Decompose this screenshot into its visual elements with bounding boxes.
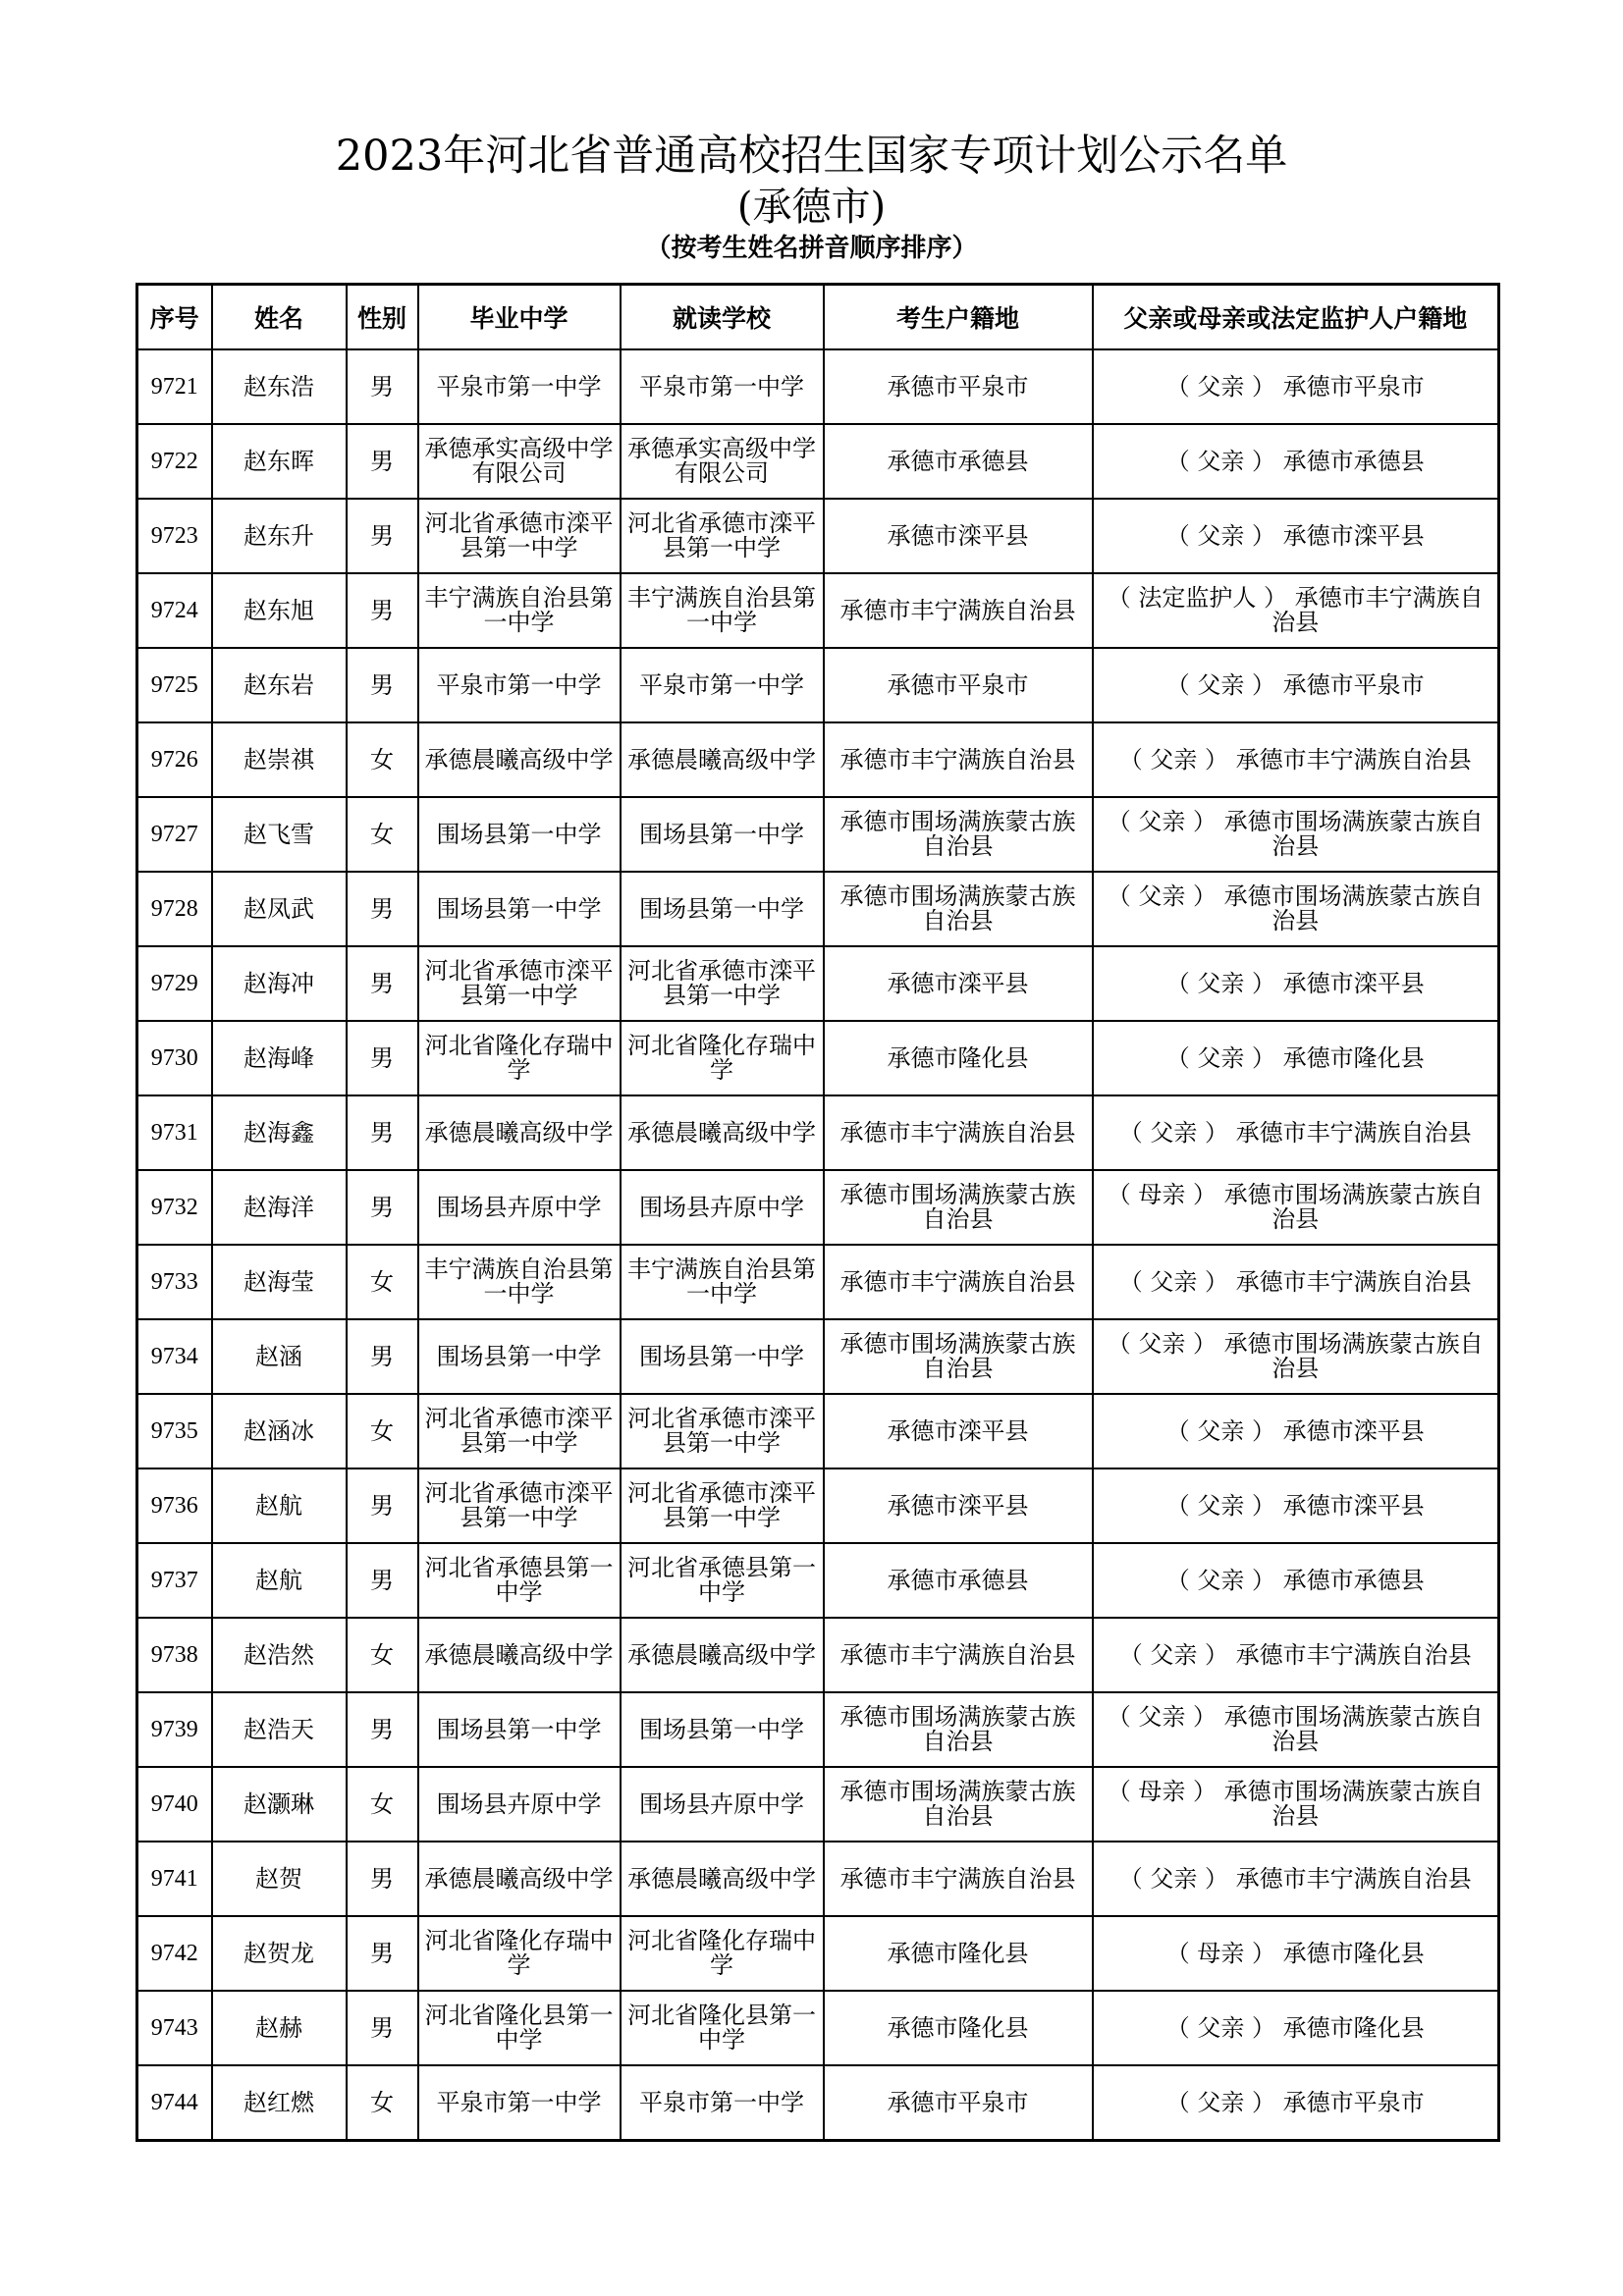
- cell-current-school: 河北省隆化存瑞中学: [621, 1916, 824, 1991]
- cell-household: 承德市围场满族蒙古族自治县: [824, 1319, 1093, 1394]
- table-row: [137, 648, 1499, 722]
- cell-seq: 9739: [137, 1692, 212, 1767]
- cell-seq: 9726: [137, 722, 212, 797]
- table-row: [137, 1618, 1499, 1692]
- cell-household: 承德市滦平县: [824, 499, 1093, 573]
- cell-household: 承德市丰宁满族自治县: [824, 722, 1093, 797]
- cell-household: 承德市围场满族蒙古族自治县: [824, 797, 1093, 872]
- cell-graduation-school: 围场县第一中学: [418, 1319, 621, 1394]
- table-row: [137, 1170, 1499, 1245]
- cell-household: 承德市围场满族蒙古族自治县: [824, 1692, 1093, 1767]
- cell-seq: 9732: [137, 1170, 212, 1245]
- cell-guardian-household: （ 父亲 ） 承德市平泉市: [1093, 349, 1499, 424]
- table-row: [137, 1991, 1499, 2065]
- cell-graduation-school: 承德承实高级中学有限公司: [418, 424, 621, 499]
- cell-gender: 男: [347, 424, 418, 499]
- cell-seq: 9721: [137, 349, 212, 424]
- cell-guardian-household: （ 父亲 ） 承德市滦平县: [1093, 946, 1499, 1021]
- cell-gender: 女: [347, 1767, 418, 1842]
- cell-gender: 男: [347, 573, 418, 648]
- cell-name: 赵东旭: [212, 573, 347, 648]
- table-row: [137, 1095, 1499, 1170]
- cell-name: 赵海洋: [212, 1170, 347, 1245]
- cell-household: 承德市承德县: [824, 424, 1093, 499]
- cell-name: 赵东升: [212, 499, 347, 573]
- table-row: [137, 946, 1499, 1021]
- cell-gender: 男: [347, 349, 418, 424]
- table-row: [137, 2065, 1499, 2141]
- cell-guardian-household: （ 父亲 ） 承德市丰宁满族自治县: [1093, 1618, 1499, 1692]
- cell-current-school: 平泉市第一中学: [621, 2065, 824, 2141]
- cell-guardian-household: （ 父亲 ） 承德市隆化县: [1093, 1991, 1499, 2065]
- cell-gender: 男: [347, 872, 418, 946]
- cell-current-school: 承德晨曦高级中学: [621, 1095, 824, 1170]
- cell-gender: 男: [347, 1916, 418, 1991]
- cell-household: 承德市隆化县: [824, 1916, 1093, 1991]
- header-current-school: 就读学校: [621, 285, 824, 350]
- cell-seq: 9731: [137, 1095, 212, 1170]
- cell-guardian-household: （ 法定监护人 ） 承德市丰宁满族自治县: [1093, 573, 1499, 648]
- cell-guardian-household: （ 父亲 ） 承德市滦平县: [1093, 1468, 1499, 1543]
- cell-name: 赵涵: [212, 1319, 347, 1394]
- table-row: [137, 872, 1499, 946]
- cell-name: 赵崇祺: [212, 722, 347, 797]
- cell-guardian-household: （ 父亲 ） 承德市平泉市: [1093, 2065, 1499, 2141]
- cell-gender: 男: [347, 1319, 418, 1394]
- table-row: [137, 722, 1499, 797]
- cell-gender: 男: [347, 1543, 418, 1618]
- cell-household: 承德市围场满族蒙古族自治县: [824, 872, 1093, 946]
- cell-name: 赵海冲: [212, 946, 347, 1021]
- cell-current-school: 承德承实高级中学有限公司: [621, 424, 824, 499]
- cell-name: 赵航: [212, 1468, 347, 1543]
- cell-household: 承德市丰宁满族自治县: [824, 573, 1093, 648]
- cell-guardian-household: （ 父亲 ） 承德市承德县: [1093, 424, 1499, 499]
- cell-current-school: 河北省承德市滦平县第一中学: [621, 1394, 824, 1468]
- cell-current-school: 围场县第一中学: [621, 1319, 824, 1394]
- cell-guardian-household: （ 父亲 ） 承德市围场满族蒙古族自治县: [1093, 872, 1499, 946]
- cell-graduation-school: 围场县第一中学: [418, 797, 621, 872]
- sort-note: （按考生姓名拼音顺序排序）: [645, 234, 978, 263]
- cell-graduation-school: 围场县第一中学: [418, 872, 621, 946]
- cell-graduation-school: 河北省承德县第一中学: [418, 1543, 621, 1618]
- cell-household: 承德市滦平县: [824, 946, 1093, 1021]
- cell-name: 赵海峰: [212, 1021, 347, 1095]
- cell-household: 承德市丰宁满族自治县: [824, 1842, 1093, 1916]
- cell-gender: 男: [347, 1021, 418, 1095]
- table-row: [137, 1543, 1499, 1618]
- table-row: [137, 1842, 1499, 1916]
- cell-household: 承德市平泉市: [824, 648, 1093, 722]
- header-name: 姓名: [212, 285, 347, 350]
- table-row: [137, 1468, 1499, 1543]
- cell-household: 承德市平泉市: [824, 349, 1093, 424]
- cell-name: 赵赫: [212, 1991, 347, 2065]
- cell-seq: 9735: [137, 1394, 212, 1468]
- cell-guardian-household: （ 父亲 ） 承德市平泉市: [1093, 648, 1499, 722]
- cell-guardian-household: （ 母亲 ） 承德市隆化县: [1093, 1916, 1499, 1991]
- cell-guardian-household: （ 父亲 ） 承德市滦平县: [1093, 499, 1499, 573]
- cell-current-school: 河北省承德市滦平县第一中学: [621, 499, 824, 573]
- cell-seq: 9725: [137, 648, 212, 722]
- cell-gender: 女: [347, 2065, 418, 2141]
- cell-name: 赵东浩: [212, 349, 347, 424]
- cell-name: 赵红燃: [212, 2065, 347, 2141]
- cell-guardian-household: （ 父亲 ） 承德市围场满族蒙古族自治县: [1093, 1692, 1499, 1767]
- table-row: [137, 349, 1499, 424]
- cell-seq: 9737: [137, 1543, 212, 1618]
- table-row: [137, 1916, 1499, 1991]
- table-row: [137, 1692, 1499, 1767]
- cell-graduation-school: 承德晨曦高级中学: [418, 1618, 621, 1692]
- table-row: [137, 1767, 1499, 1842]
- header-seq: 序号: [137, 285, 212, 350]
- cell-name: 赵灏琳: [212, 1767, 347, 1842]
- cell-name: 赵东岩: [212, 648, 347, 722]
- table-row: [137, 424, 1499, 499]
- cell-graduation-school: 丰宁满族自治县第一中学: [418, 1245, 621, 1319]
- cell-household: 承德市隆化县: [824, 1021, 1093, 1095]
- cell-current-school: 平泉市第一中学: [621, 648, 824, 722]
- cell-name: 赵浩然: [212, 1618, 347, 1692]
- cell-graduation-school: 丰宁满族自治县第一中学: [418, 573, 621, 648]
- cell-graduation-school: 承德晨曦高级中学: [418, 722, 621, 797]
- cell-current-school: 承德晨曦高级中学: [621, 1618, 824, 1692]
- cell-seq: 9736: [137, 1468, 212, 1543]
- cell-name: 赵海鑫: [212, 1095, 347, 1170]
- cell-current-school: 平泉市第一中学: [621, 349, 824, 424]
- cell-seq: 9724: [137, 573, 212, 648]
- cell-household: 承德市丰宁满族自治县: [824, 1245, 1093, 1319]
- header-household: 考生户籍地: [824, 285, 1093, 350]
- table-row: [137, 499, 1499, 573]
- cell-gender: 男: [347, 648, 418, 722]
- page-title: 2023年河北省普通高校招生国家专项计划公示名单: [335, 132, 1288, 181]
- table-row: [137, 573, 1499, 648]
- cell-guardian-household: （ 父亲 ） 承德市丰宁满族自治县: [1093, 1245, 1499, 1319]
- cell-seq: 9734: [137, 1319, 212, 1394]
- cell-current-school: 河北省隆化存瑞中学: [621, 1021, 824, 1095]
- table-body: [137, 349, 1499, 2141]
- cell-graduation-school: 承德晨曦高级中学: [418, 1095, 621, 1170]
- cell-seq: 9729: [137, 946, 212, 1021]
- cell-household: 承德市隆化县: [824, 1991, 1093, 2065]
- cell-guardian-household: （ 母亲 ） 承德市围场满族蒙古族自治县: [1093, 1170, 1499, 1245]
- cell-current-school: 河北省承德市滦平县第一中学: [621, 946, 824, 1021]
- cell-graduation-school: 平泉市第一中学: [418, 2065, 621, 2141]
- cell-seq: 9733: [137, 1245, 212, 1319]
- cell-current-school: 丰宁满族自治县第一中学: [621, 573, 824, 648]
- cell-current-school: 丰宁满族自治县第一中学: [621, 1245, 824, 1319]
- cell-gender: 男: [347, 499, 418, 573]
- cell-current-school: 围场县第一中学: [621, 1692, 824, 1767]
- header-graduation-school: 毕业中学: [418, 285, 621, 350]
- cell-gender: 男: [347, 1842, 418, 1916]
- cell-name: 赵海莹: [212, 1245, 347, 1319]
- table-row: [137, 1021, 1499, 1095]
- cell-graduation-school: 平泉市第一中学: [418, 349, 621, 424]
- cell-name: 赵贺龙: [212, 1916, 347, 1991]
- cell-guardian-household: （ 父亲 ） 承德市隆化县: [1093, 1021, 1499, 1095]
- cell-current-school: 承德晨曦高级中学: [621, 1842, 824, 1916]
- cell-gender: 女: [347, 1618, 418, 1692]
- cell-current-school: 围场县第一中学: [621, 872, 824, 946]
- cell-seq: 9738: [137, 1618, 212, 1692]
- cell-household: 承德市滦平县: [824, 1468, 1093, 1543]
- cell-seq: 9728: [137, 872, 212, 946]
- cell-graduation-school: 河北省隆化存瑞中学: [418, 1021, 621, 1095]
- cell-graduation-school: 平泉市第一中学: [418, 648, 621, 722]
- cell-graduation-school: 河北省承德市滦平县第一中学: [418, 499, 621, 573]
- cell-name: 赵航: [212, 1543, 347, 1618]
- cell-household: 承德市平泉市: [824, 2065, 1093, 2141]
- table-header-row: [137, 285, 1499, 350]
- cell-seq: 9740: [137, 1767, 212, 1842]
- cell-seq: 9744: [137, 2065, 212, 2141]
- cell-name: 赵涵冰: [212, 1394, 347, 1468]
- cell-guardian-household: （ 父亲 ） 承德市承德县: [1093, 1543, 1499, 1618]
- cell-graduation-school: 河北省承德市滦平县第一中学: [418, 946, 621, 1021]
- cell-current-school: 河北省承德县第一中学: [621, 1543, 824, 1618]
- cell-gender: 男: [347, 1095, 418, 1170]
- cell-guardian-household: （ 父亲 ） 承德市丰宁满族自治县: [1093, 722, 1499, 797]
- cell-household: 承德市围场满族蒙古族自治县: [824, 1170, 1093, 1245]
- cell-guardian-household: （ 父亲 ） 承德市围场满族蒙古族自治县: [1093, 1319, 1499, 1394]
- cell-seq: 9743: [137, 1991, 212, 2065]
- roster-table: [135, 283, 1500, 2142]
- cell-graduation-school: 河北省隆化存瑞中学: [418, 1916, 621, 1991]
- cell-name: 赵东晖: [212, 424, 347, 499]
- cell-graduation-school: 河北省隆化县第一中学: [418, 1991, 621, 2065]
- cell-current-school: 围场县第一中学: [621, 797, 824, 872]
- table-row: [137, 797, 1499, 872]
- cell-gender: 男: [347, 1468, 418, 1543]
- cell-name: 赵飞雪: [212, 797, 347, 872]
- cell-graduation-school: 承德晨曦高级中学: [418, 1842, 621, 1916]
- cell-gender: 男: [347, 1991, 418, 2065]
- cell-name: 赵凤武: [212, 872, 347, 946]
- cell-gender: 女: [347, 722, 418, 797]
- cell-current-school: 承德晨曦高级中学: [621, 722, 824, 797]
- cell-seq: 9723: [137, 499, 212, 573]
- cell-guardian-household: （ 父亲 ） 承德市围场满族蒙古族自治县: [1093, 797, 1499, 872]
- cell-gender: 女: [347, 797, 418, 872]
- cell-graduation-school: 围场县卉原中学: [418, 1767, 621, 1842]
- cell-seq: 9742: [137, 1916, 212, 1991]
- cell-household: 承德市围场满族蒙古族自治县: [824, 1767, 1093, 1842]
- cell-graduation-school: 围场县第一中学: [418, 1692, 621, 1767]
- cell-guardian-household: （ 母亲 ） 承德市围场满族蒙古族自治县: [1093, 1767, 1499, 1842]
- cell-graduation-school: 河北省承德市滦平县第一中学: [418, 1468, 621, 1543]
- cell-graduation-school: 围场县卉原中学: [418, 1170, 621, 1245]
- cell-guardian-household: （ 父亲 ） 承德市丰宁满族自治县: [1093, 1095, 1499, 1170]
- cell-gender: 女: [347, 1245, 418, 1319]
- cell-seq: 9727: [137, 797, 212, 872]
- cell-seq: 9722: [137, 424, 212, 499]
- cell-name: 赵浩天: [212, 1692, 347, 1767]
- cell-guardian-household: （ 父亲 ） 承德市滦平县: [1093, 1394, 1499, 1468]
- cell-current-school: 河北省承德市滦平县第一中学: [621, 1468, 824, 1543]
- cell-name: 赵贺: [212, 1842, 347, 1916]
- cell-household: 承德市承德县: [824, 1543, 1093, 1618]
- cell-current-school: 围场县卉原中学: [621, 1170, 824, 1245]
- cell-current-school: 河北省隆化县第一中学: [621, 1991, 824, 2065]
- table-row: [137, 1245, 1499, 1319]
- cell-gender: 男: [347, 1692, 418, 1767]
- cell-household: 承德市丰宁满族自治县: [824, 1095, 1093, 1170]
- cell-seq: 9741: [137, 1842, 212, 1916]
- table-row: [137, 1394, 1499, 1468]
- cell-gender: 男: [347, 1170, 418, 1245]
- header-guardian-household: 父亲或母亲或法定监护人户籍地: [1093, 285, 1499, 350]
- cell-gender: 女: [347, 1394, 418, 1468]
- cell-household: 承德市滦平县: [824, 1394, 1093, 1468]
- cell-current-school: 围场县卉原中学: [621, 1767, 824, 1842]
- cell-household: 承德市丰宁满族自治县: [824, 1618, 1093, 1692]
- cell-gender: 男: [347, 946, 418, 1021]
- header-gender: 性别: [347, 285, 418, 350]
- page-subtitle: (承德市): [736, 185, 887, 230]
- cell-seq: 9730: [137, 1021, 212, 1095]
- cell-guardian-household: （ 父亲 ） 承德市丰宁满族自治县: [1093, 1842, 1499, 1916]
- cell-graduation-school: 河北省承德市滦平县第一中学: [418, 1394, 621, 1468]
- table-row: [137, 1319, 1499, 1394]
